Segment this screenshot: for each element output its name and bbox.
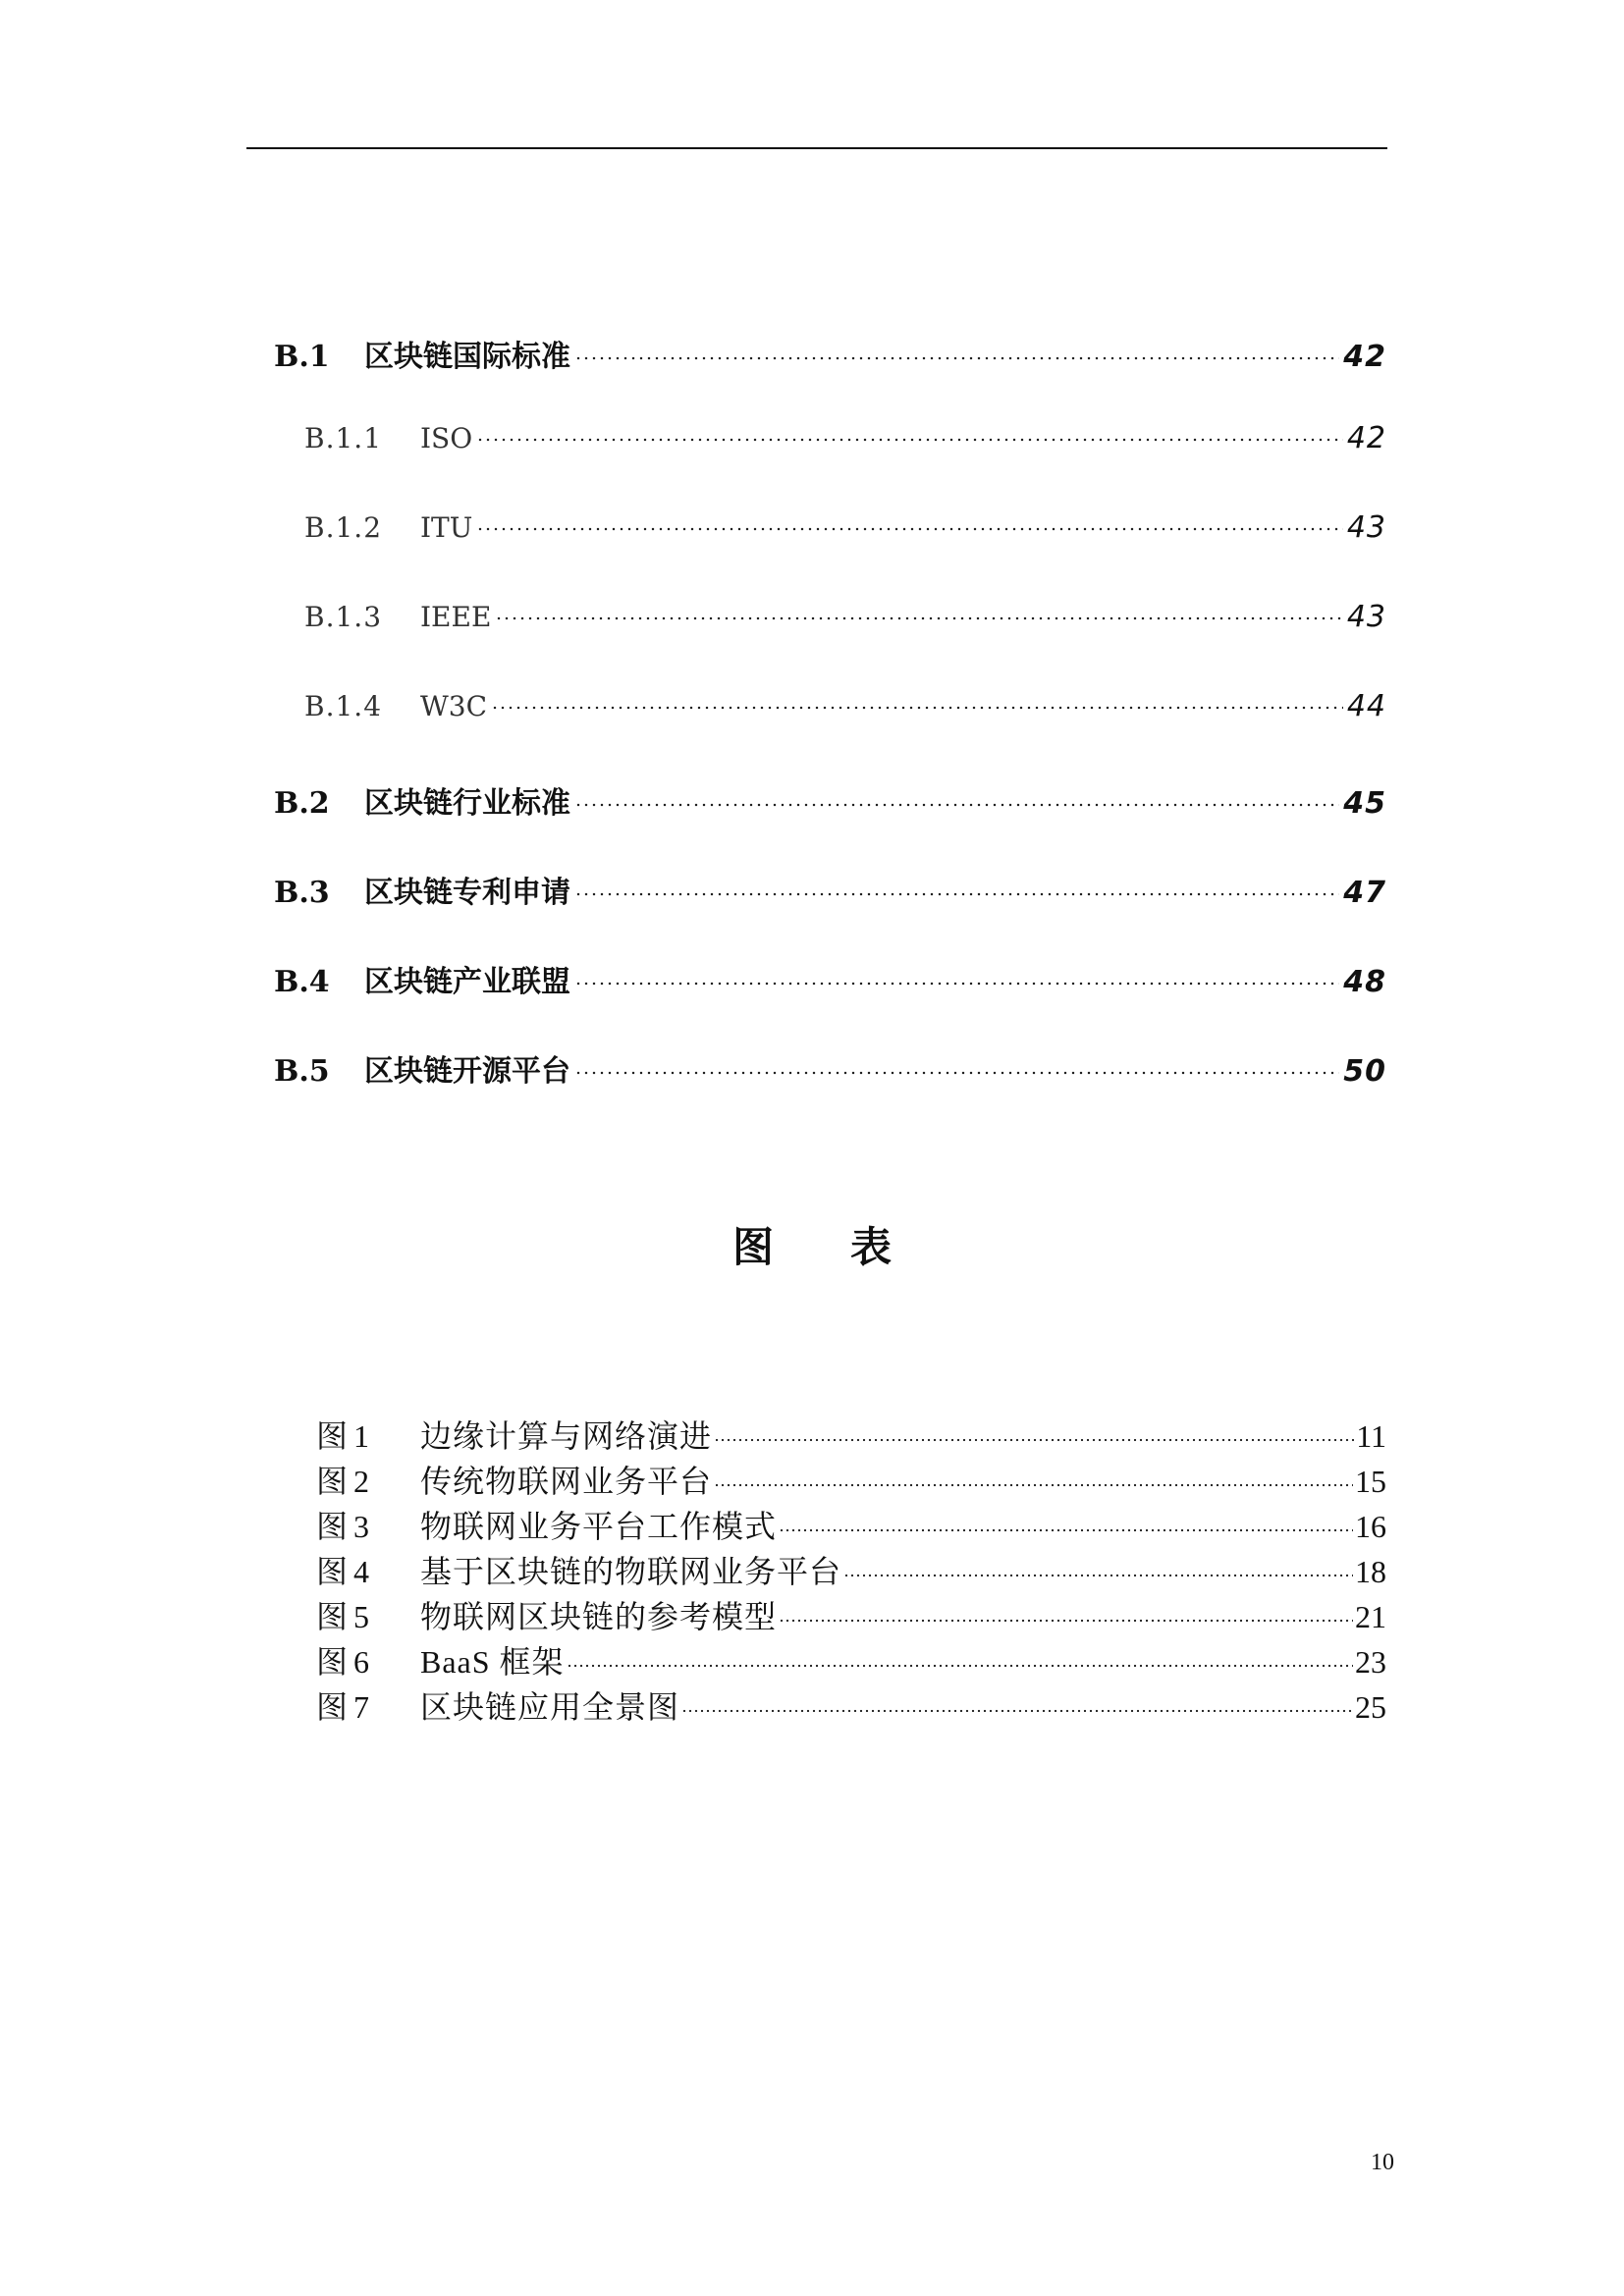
figure-label: 区块链应用全景图 (420, 1689, 680, 1725)
toc-entry-number: B.5 (274, 1054, 330, 1089)
toc-leader-dots (574, 803, 1339, 807)
figure-entry-2[interactable] (316, 1457, 1386, 1500)
toc-leader-dots (491, 706, 1343, 710)
toc-entry-page: 45 (1343, 786, 1386, 821)
toc-leader-dots (574, 892, 1339, 896)
toc-entry-label: W3C (420, 690, 488, 722)
figure-leader-dots (681, 1709, 1353, 1713)
toc-entry-number: B.1 (274, 340, 330, 374)
toc-entry-number: B.1.4 (304, 690, 383, 722)
toc-entry-label: IEEE (420, 601, 492, 633)
figure-entry-7[interactable] (316, 1682, 1386, 1726)
figure-page: 18 (1355, 1554, 1386, 1589)
toc-entry-number: B.3 (274, 876, 330, 910)
toc-entry-b1-2[interactable] (304, 510, 1386, 550)
figure-leader-dots (567, 1664, 1353, 1668)
toc-entry-b3[interactable] (274, 868, 1386, 910)
figure-entry-5[interactable] (316, 1592, 1386, 1635)
toc-entry-b1[interactable] (274, 332, 1386, 374)
toc-entry-label: ISO (420, 422, 473, 454)
toc-leader-dots (574, 982, 1339, 986)
figure-page: 16 (1355, 1509, 1386, 1544)
figure-leader-dots (714, 1438, 1354, 1442)
figure-number: 4 (353, 1554, 369, 1589)
figure-number: 1 (353, 1418, 369, 1454)
figure-prefix: 图 (316, 1464, 349, 1499)
toc-entry-b1-4[interactable] (304, 689, 1386, 728)
toc-leader-dots (476, 527, 1342, 531)
figure-prefix: 图 (316, 1644, 349, 1680)
figures-heading: 图表 (731, 1223, 968, 1271)
toc-entry-number: B.4 (274, 965, 330, 999)
figure-label: 基于区块链的物联网业务平台 (420, 1554, 842, 1589)
toc-entry-label: ITU (420, 511, 473, 544)
figure-page: 23 (1355, 1644, 1386, 1680)
page-number: 10 (1371, 2150, 1394, 2175)
figure-number: 3 (353, 1509, 369, 1544)
toc-entry-b4[interactable] (274, 957, 1386, 999)
toc-entry-page: 48 (1343, 965, 1386, 999)
figure-entry-1[interactable] (316, 1412, 1386, 1455)
toc-entry-page: 50 (1343, 1054, 1386, 1089)
toc-entry-b1-1[interactable] (304, 421, 1386, 460)
toc-entry-page: 43 (1346, 600, 1386, 634)
figure-prefix: 图 (316, 1554, 349, 1589)
figure-page: 25 (1355, 1689, 1386, 1725)
figure-number: 7 (353, 1689, 369, 1725)
figure-page: 15 (1355, 1464, 1386, 1499)
toc-entry-label: 区块链行业标准 (364, 786, 570, 821)
figure-label: 物联网业务平台工作模式 (420, 1509, 778, 1544)
toc-entry-number: B.1.2 (304, 511, 383, 544)
figure-leader-dots (714, 1483, 1353, 1487)
figure-page: 21 (1355, 1599, 1386, 1634)
toc-leader-dots (574, 1071, 1339, 1075)
toc-entry-label: 区块链国际标准 (364, 340, 570, 374)
toc-leader-dots (495, 616, 1342, 620)
toc-entry-b2[interactable] (274, 778, 1386, 821)
toc-entry-number: B.2 (274, 786, 330, 821)
figure-entry-6[interactable] (316, 1637, 1386, 1681)
figure-entry-4[interactable] (316, 1547, 1386, 1590)
figure-page: 11 (1356, 1418, 1386, 1454)
figure-prefix: 图 (316, 1689, 349, 1725)
toc-entry-page: 43 (1346, 510, 1386, 545)
toc-entry-label: 区块链开源平台 (364, 1054, 570, 1089)
toc-entry-b1-3[interactable] (304, 600, 1386, 639)
figure-prefix: 图 (316, 1509, 349, 1544)
toc-entry-label: 区块链专利申请 (364, 876, 570, 910)
figure-leader-dots (779, 1619, 1353, 1623)
toc-entry-page: 44 (1346, 689, 1386, 723)
toc-entry-page: 42 (1343, 340, 1386, 374)
toc-entry-b5[interactable] (274, 1046, 1386, 1089)
toc-entry-number: B.1.3 (304, 601, 383, 633)
toc-leader-dots (574, 356, 1339, 360)
toc-leader-dots (476, 438, 1343, 442)
figure-number: 6 (353, 1644, 369, 1680)
figure-prefix: 图 (316, 1599, 349, 1634)
figure-label: 物联网区块链的参考模型 (420, 1599, 778, 1634)
figure-number: 5 (353, 1599, 369, 1634)
toc-entry-page: 42 (1346, 421, 1386, 455)
toc-entry-page: 47 (1343, 876, 1386, 910)
header-rule (246, 147, 1387, 149)
figure-leader-dots (843, 1574, 1353, 1577)
figure-label: 边缘计算与网络演进 (420, 1418, 713, 1454)
toc-entry-number: B.1.1 (304, 422, 383, 454)
figure-number: 2 (353, 1464, 369, 1499)
figure-prefix: 图 (316, 1418, 349, 1454)
figure-label: BaaS 框架 (420, 1644, 565, 1680)
figure-leader-dots (779, 1528, 1353, 1532)
figure-entry-3[interactable] (316, 1502, 1386, 1545)
figure-label: 传统物联网业务平台 (420, 1464, 713, 1499)
toc-entry-label: 区块链产业联盟 (364, 965, 570, 999)
